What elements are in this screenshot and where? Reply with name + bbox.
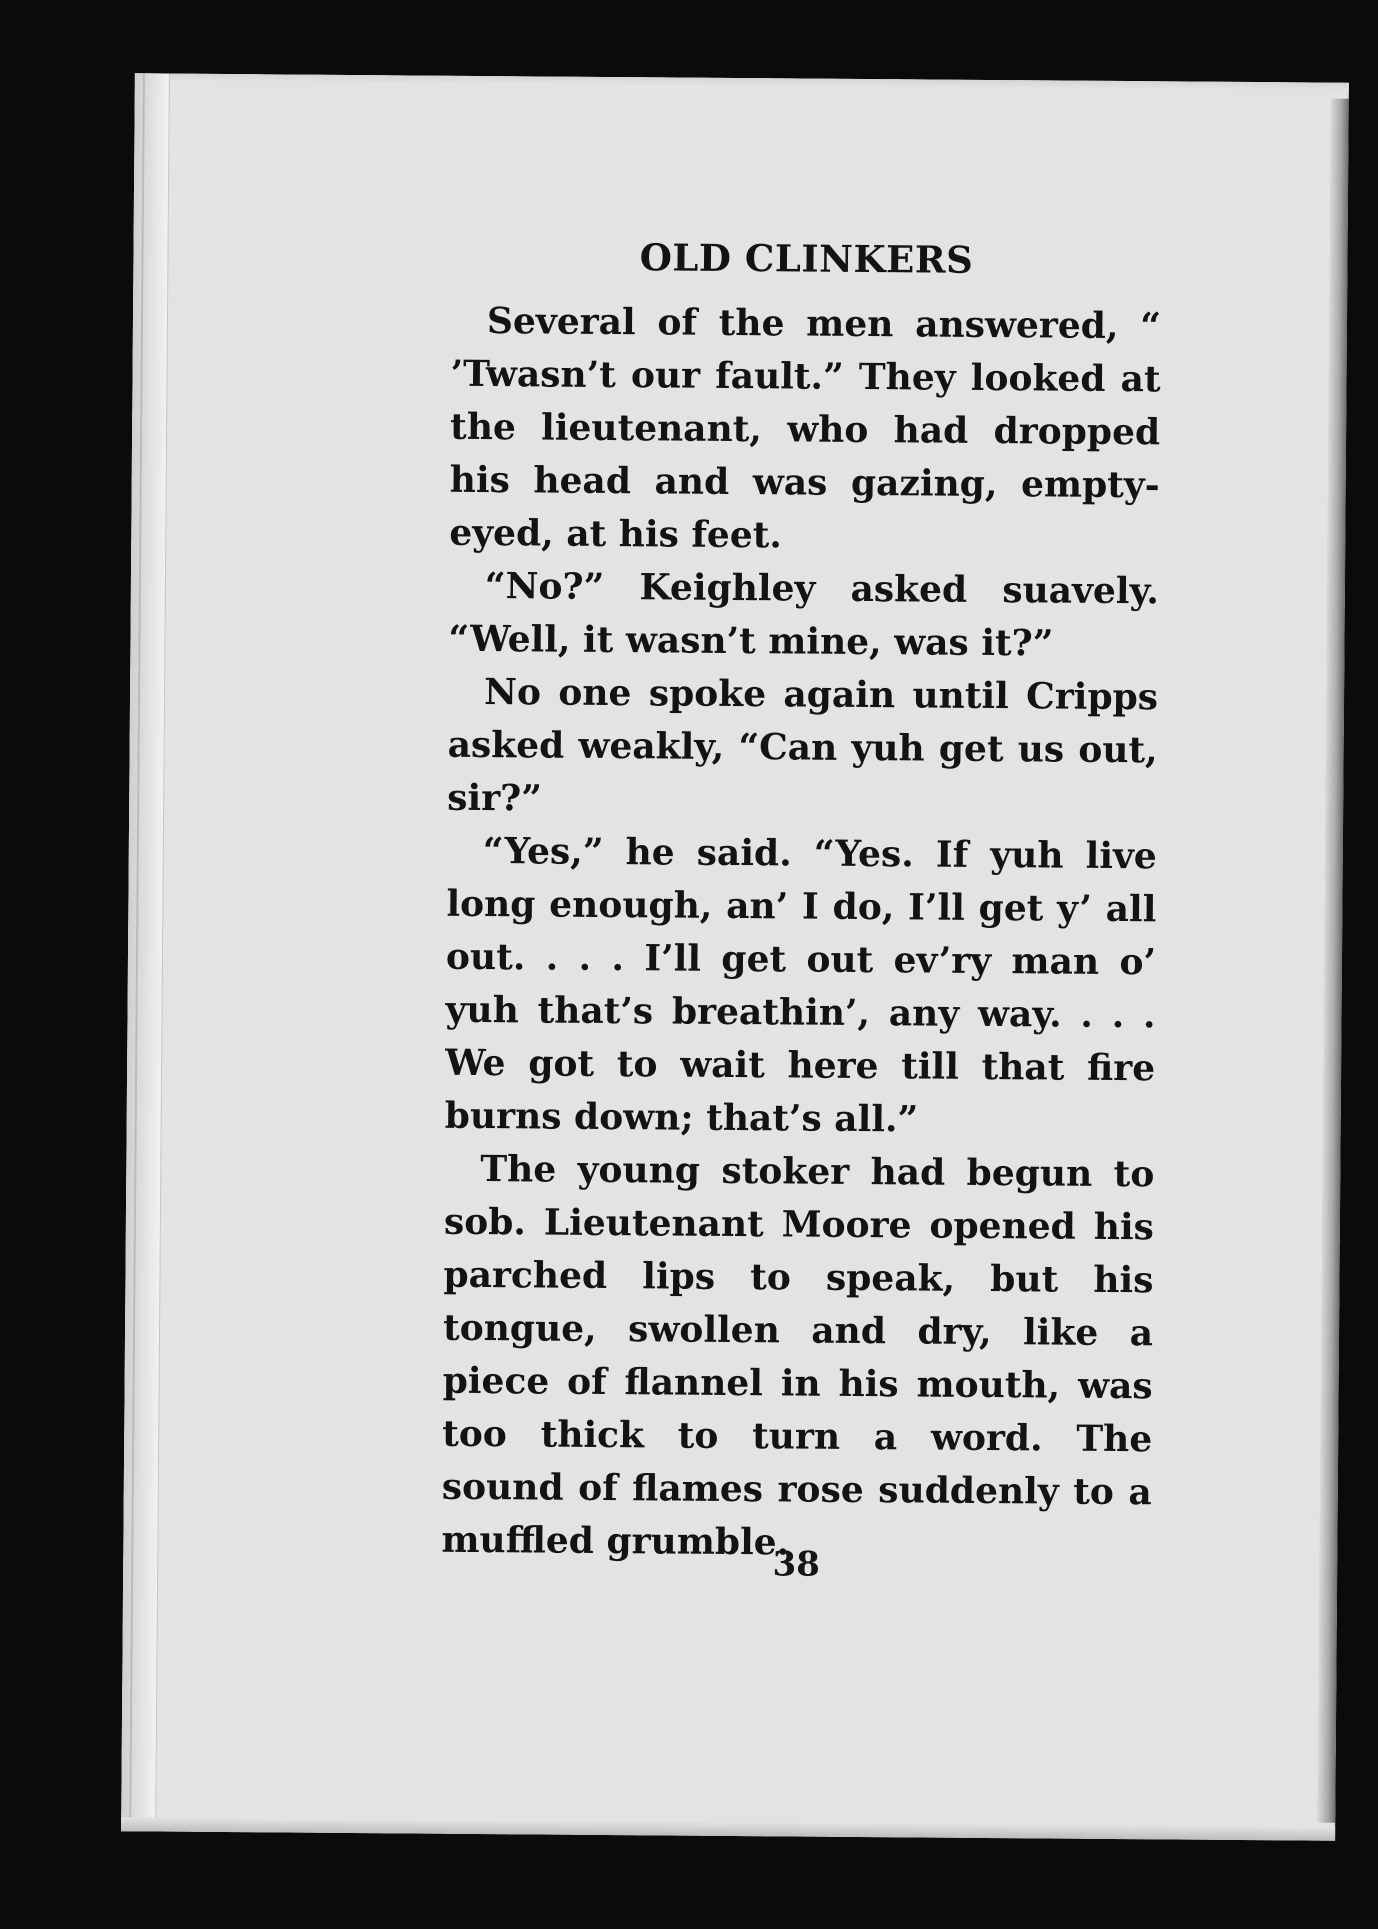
- paragraph-3: No one spoke again until Cripps asked weakly, “Can yuh get us out, sir?”: [447, 670, 1159, 820]
- page-right-edge: [1317, 99, 1349, 1823]
- paragraph-1: Several of the men answered, “ ’Twasn’t our fault.” They looked at the lieutenant, who had dropped his head and was gazing, empty-eyed, at his feet.: [449, 299, 1162, 557]
- page-number: 38: [772, 1544, 821, 1585]
- page-content: [441, 235, 1162, 1585]
- page-bottom-edge: [121, 1817, 1335, 1841]
- paragraph-5: The young stoker had begun to sob. Lieutenant Moore opened his parched lips to speak, but his tongue, swollen and dry, like a piece of flannel in his mouth, was too thick to turn a word. The sound of flames rose suddenly to a muffled grumble.: [441, 1147, 1155, 1564]
- page-binding-edge: [121, 73, 170, 1831]
- page-top-edge: [135, 73, 1349, 91]
- paragraph-2: “No?” Keighley asked suavely. “Well, it wasn’t mine, was it?”: [448, 564, 1160, 665]
- book-page: [121, 73, 1349, 1840]
- paragraph-4: “Yes,” he said. “Yes. If yuh live long enough, an’ I do, I’ll get y’ all out. . . . I’ll get out ev’ry man o’ yuh that’s breathin’, any way. . . . We got to wait here till that fire burns down; that’s all.”: [444, 829, 1157, 1141]
- running-head: OLD CLINKERS: [639, 235, 974, 282]
